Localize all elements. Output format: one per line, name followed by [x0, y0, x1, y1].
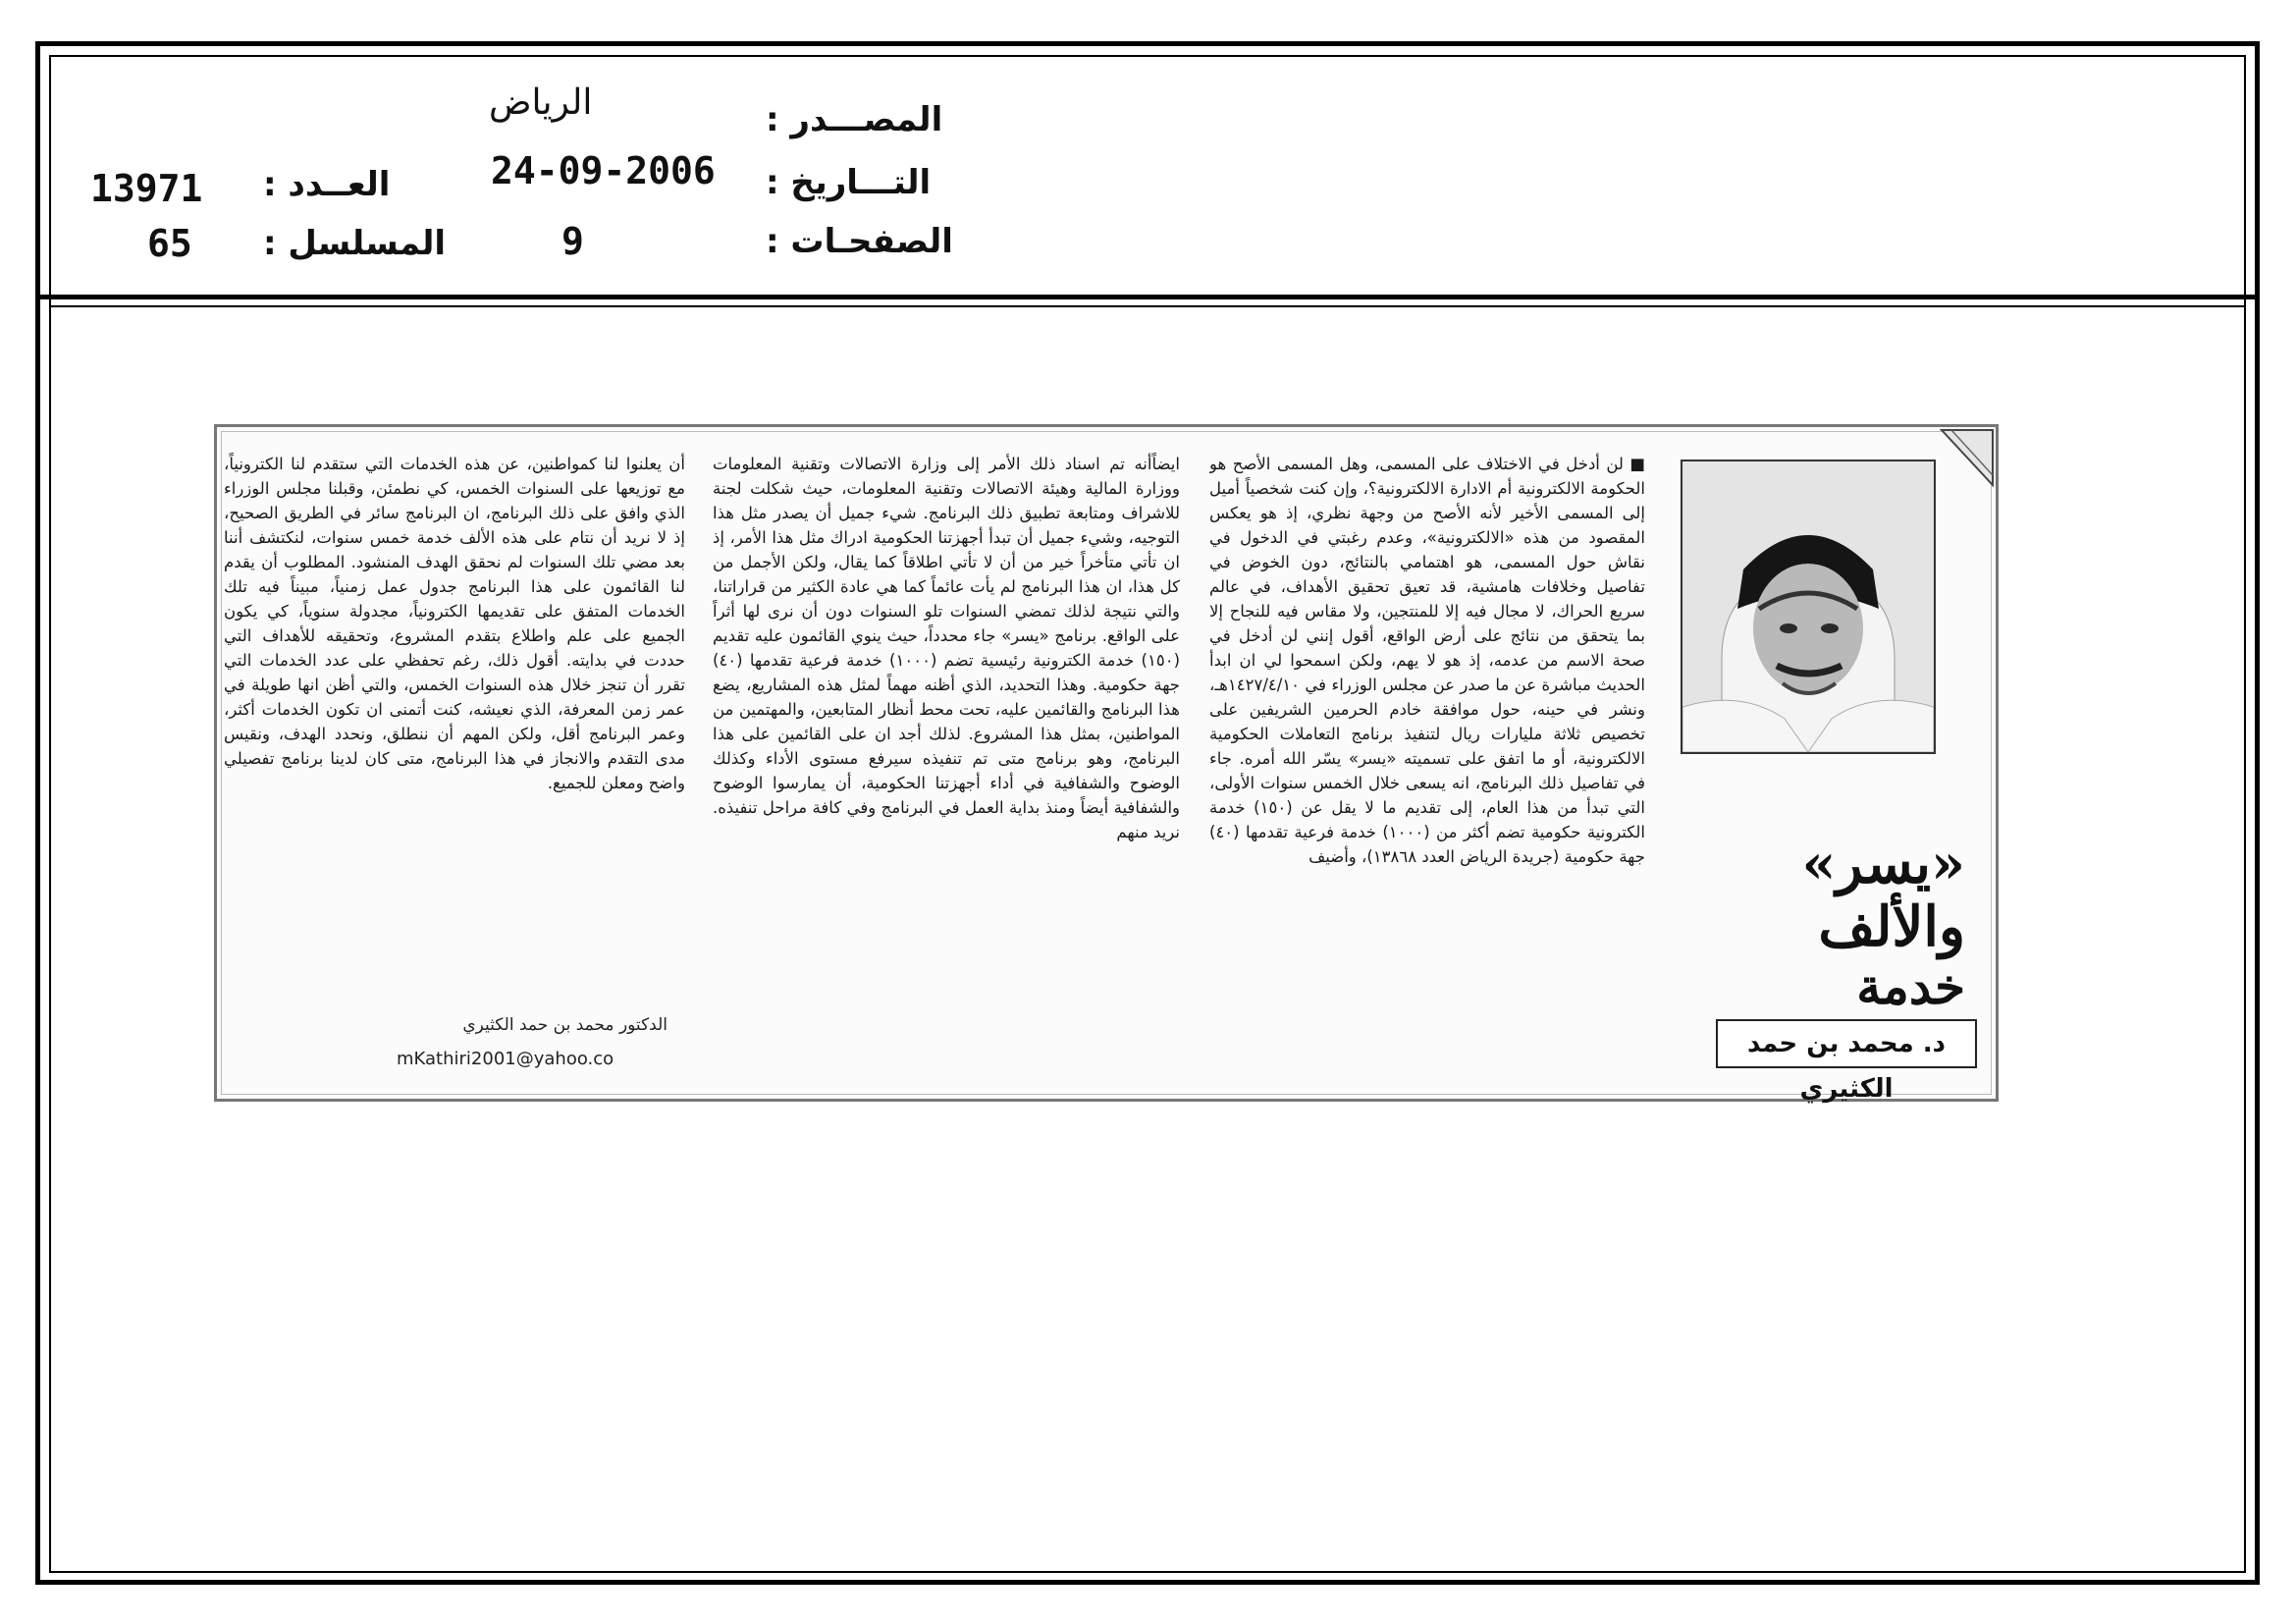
date-value: 24-09-2006: [491, 149, 716, 192]
author-byline: د. محمد بن حمد الكثيري: [1716, 1019, 1977, 1068]
corner-fold-icon: [1940, 428, 1995, 487]
article-title: [1681, 833, 1965, 1015]
serial-label: المسلسل :: [263, 224, 447, 263]
article-column-left: أن يعلنوا لنا كمواطنين، عن هذه الخدمات التي ستقدم لنا الكترونياً، مع توزيعها على السنوات الخمس، كي نطمئن، وقبلنا مجلس الوزراء الذي وافق على ذلك البرنامج، ان البرنامج سائر في الطريق الصحيح، إذ لا نريد أن نتام على هذه الألف خدمة خمس سنوات، لنكتشف أننا بعد مضي تلك السنوات لم نحقق الهدف المنشود. المطلوب أن يقدم لنا القائمون على هذا البرنامج جدول عمل زمنياً، مبيناً فيه تلك الخدمات المتفق على تقديمها الكترونياً، مجدولة سنوياً، كي يكون الجميع على علم واطلاع بتقدم المشروع، وتحقيقه للأهداف التي حددت في بدايته. أقول ذلك، رغم تحفظي على عدد الخدمات التي تقرر أن تنجز خلال هذه السنوات الخمس، والتي أظن انها طويلة في عمر زمن المعرفة، الذي نعيشه، كنت أتمنى ان تكون الخدمات أكثر، وعمر البرنامج أقل، ولكن المهم أن ننطلق، ونحدد الهدف، ونقيس مدى التقدم والانجاز في هذا البرنامج، متى كان لدينا برنامج تفصيلي واضح ومعلن للجميع.: [224, 455, 685, 792]
article-column-middle: ايضاًأنه تم اسناد ذلك الأمر إلى وزارة الاتصالات وتقنية المعلومات ووزارة المالية وهيئة الاتصالات وتقنية المعلومات، حيث شكلت لجنة للاشراف ومتابعة تطبيق ذلك البرنامج. شيء جميل أن يصدر مثل هذا التوجيه، وشيء جميل أن تبدأ أجهزتنا الحكومية ادراك مثل هذا الأمر، إذ ان تأتي متأخراً خير من أن لا تأتي اطلاقاً كما يقال، ولكن الأجمل من كل هذا، ان هذا البرنامج لم يأت عائماً كما هي عادة الكثير من قراراتنا، والتي نتيجة لذلك تمضي السنوات تلو السنوات دون أن نرى لها أثراً على الواقع. برنامج «يسر» جاء محدداً، حيث ينوي القائمون عليه تقديم (١٥٠) خدمة الكترونية رئيسية تضم (١٠٠٠) خدمة فرعية تقدمها (٤٠) جهة حكومية. وهذا التحديد، الذي أظنه مهماً لمثل هذه المشاريع، يضع هذا البرنامج والقائمين عليه، تحت محط أنظار المتابعين، والمهتمين من المواطنين، بمثل هذا المشروع. لذلك أجد ان على القائمين على هذا البرنامج، وهو برنامج متى تم تنفيذه سيرفع مستوى الأداء وكذلك الوضوح والشفافية في أداء أجهزتنا الحكومية، أن يمارسوا الوضوح والشفافية أيضاً ومنذ بداية العمل في البرنامج وفي كافة مراحل تنفيذه. نريد منهم: [713, 455, 1180, 841]
source-label: المصـــدر :: [766, 100, 943, 139]
pages-label: الصفحـات :: [766, 222, 953, 261]
author-portrait-image: [1682, 461, 1934, 752]
serial-value: 65: [147, 222, 192, 265]
source-value: الرياض: [489, 82, 593, 123]
author-email: mKathiri2001@yahoo.co: [397, 1049, 614, 1069]
header-divider-inner: [49, 305, 2246, 307]
issue-label: العــدد :: [263, 165, 391, 204]
header-divider: [35, 295, 2260, 299]
article-column-right: ■ لن أدخل في الاختلاف على المسمى، وهل المسمى الأصح هو الحكومة الالكترونية أم الادارة الالكترونية؟، وإن كنت شخصياً أميل إلى المسمى الأخير لأنه الأصح من وجهة نظري، إذ هو يعكس المقصود من هذه «الالكترونية»، وعدم رغبتي في الدخول في نقاش حول المسمى، هو اهتمامي بالنتائج، دون الخوض في تفاصيل وخلافات هامشية، قد تعيق تحقيق الأهداف، في عالم سريع الحراك، لا مجال فيه إلا للمنتجين، ولا مقاس فيه للنجاح إلا بما يتحقق من نتائج على أرض الواقع، أقول إنني لن أدخل في صحة الاسم من عدمه، إذ هو لا يهم، ولكن اسمحوا لي ان ابدأ الحديث مباشرة عن ما صدر عن مجلس الوزراء في ١٤٢٧/٤/١٠هـ، ونشر في حينه، حول موافقة خادم الحرمين الشريفين على تخصيص ثلاثة مليارات ريال لتنفيذ برنامج التعاملات الحكومية الالكترونية، أو ما اتفق على تسميته «يسر» يسّر الله أمره. جاء في تفاصيل ذلك البرنامج، انه يسعى خلال الخمس سنوات الأولى، التي تبدأ من هذا العام، إلى تقديم ما لا يقل عن (١٥٠) خدمة الكترونية حكومية تضم أكثر من (١٠٠٠) خدمة فرعية تقدمها (٤٠) جهة حكومية (جريدة الرياض العدد ١٣٨٦٨)، وأضيف: [1209, 455, 1645, 866]
author-signature: الدكتور محمد بن حمد الكثيري: [462, 1015, 667, 1035]
pages-value: 9: [561, 220, 584, 263]
date-label: التـــاريخ :: [766, 163, 932, 202]
article-title-line2: خدمة: [1856, 957, 1965, 1015]
article-title-line1: «يسر» والألف: [1801, 832, 1965, 959]
issue-value: 13971: [90, 167, 203, 210]
author-photo: [1681, 460, 1936, 754]
